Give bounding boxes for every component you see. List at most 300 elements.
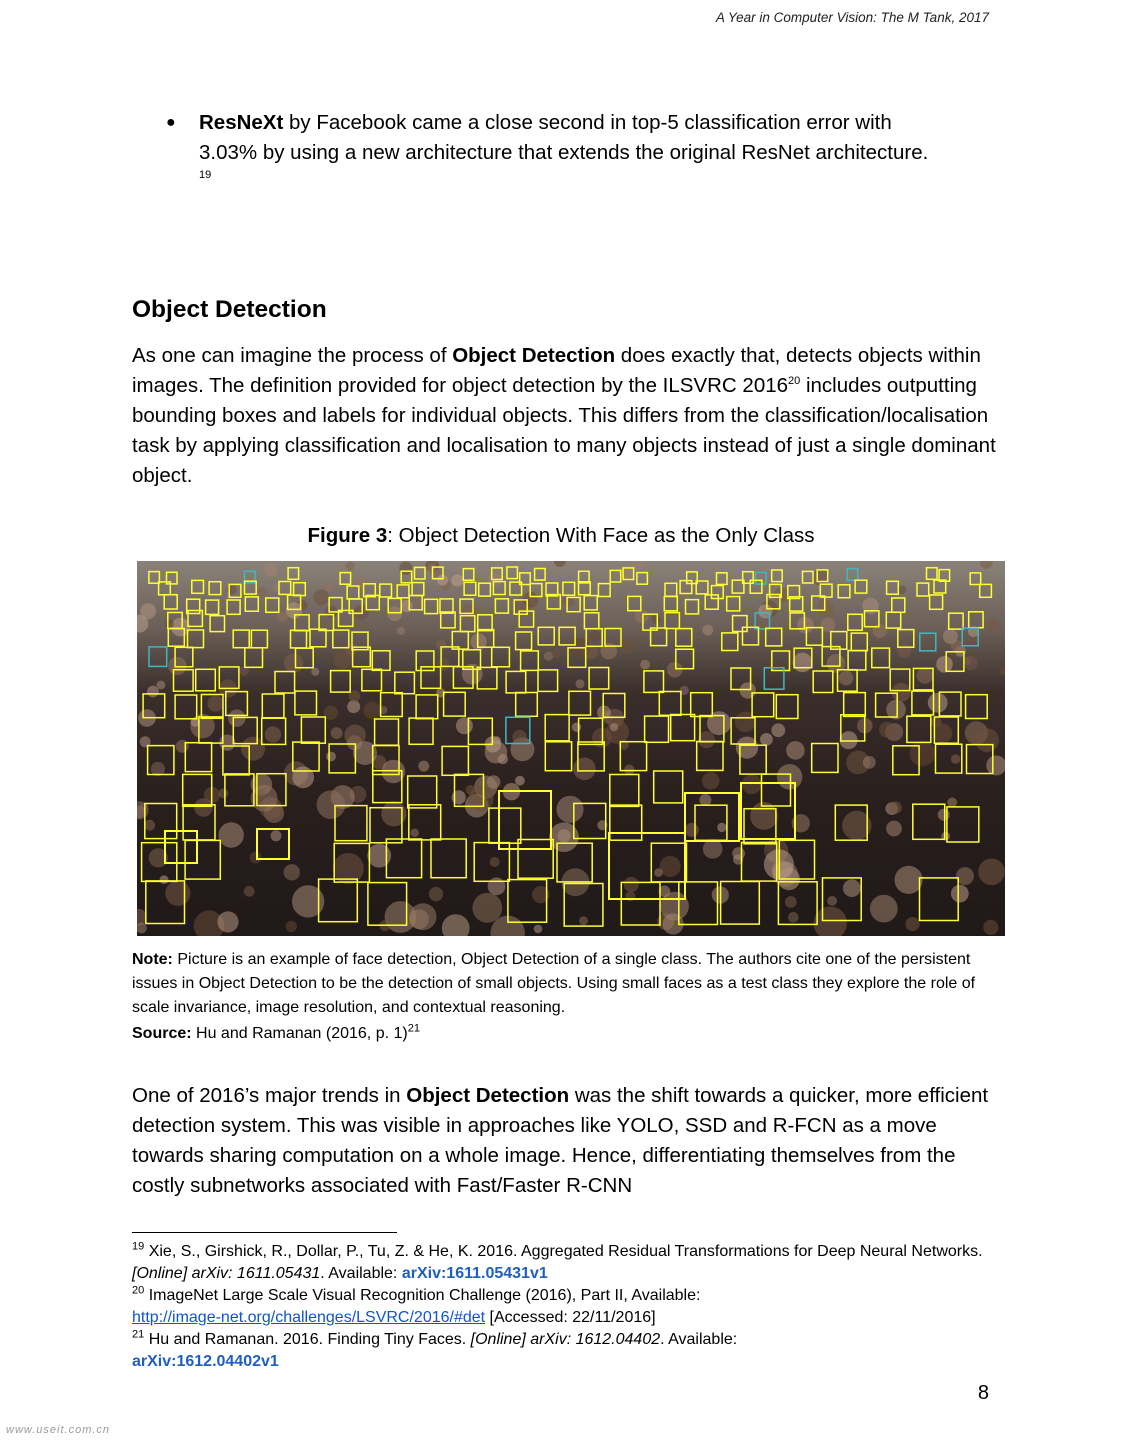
face-box bbox=[301, 717, 325, 743]
face-box bbox=[149, 572, 160, 584]
crowd-texture bbox=[740, 682, 756, 698]
face-box bbox=[934, 580, 946, 593]
watermark: www.useit.com.cn bbox=[6, 1424, 111, 1436]
crowd-texture bbox=[717, 823, 726, 832]
face-box bbox=[696, 581, 708, 594]
face-box bbox=[416, 651, 434, 671]
face-box bbox=[584, 613, 598, 629]
face-box bbox=[294, 583, 306, 596]
crowd-texture bbox=[983, 920, 998, 935]
face-box bbox=[637, 573, 648, 585]
face-box bbox=[206, 600, 219, 614]
face-box bbox=[431, 839, 466, 878]
face-box bbox=[970, 573, 981, 585]
crowd-texture bbox=[462, 604, 479, 621]
crowd-texture bbox=[488, 877, 506, 895]
crowd-texture bbox=[978, 859, 1005, 886]
face-box bbox=[362, 669, 382, 691]
crowd-texture bbox=[490, 857, 500, 867]
face-box bbox=[847, 569, 858, 581]
face-box bbox=[516, 632, 532, 650]
footnote-21-italic: [Online] arXiv: 1612.04402 bbox=[470, 1331, 661, 1348]
crowd-texture bbox=[786, 741, 805, 760]
crowd-texture bbox=[947, 797, 957, 807]
crowd-texture bbox=[827, 896, 837, 906]
crowd-texture bbox=[218, 788, 228, 798]
crowd-texture bbox=[347, 700, 360, 713]
crowd-texture bbox=[257, 587, 266, 596]
crowd-texture bbox=[760, 733, 773, 746]
face-box bbox=[812, 744, 838, 773]
crowd-texture bbox=[217, 911, 238, 932]
face-box bbox=[813, 671, 833, 693]
crowd-texture bbox=[554, 561, 566, 567]
crowd-texture bbox=[256, 789, 265, 798]
crowd-texture bbox=[556, 796, 583, 823]
face-box bbox=[416, 695, 438, 719]
crowd-texture bbox=[472, 893, 502, 923]
crowd-texture bbox=[986, 755, 1005, 775]
crowd-texture bbox=[456, 717, 473, 734]
para1-text-a: As one can imagine the process of bbox=[132, 344, 453, 367]
bullet-dot: ● bbox=[166, 114, 176, 131]
face-box bbox=[665, 613, 679, 629]
face-box bbox=[980, 584, 992, 597]
face-box bbox=[538, 670, 558, 692]
face-box bbox=[386, 839, 421, 878]
face-box bbox=[838, 585, 850, 598]
face-box bbox=[610, 775, 639, 807]
face-box bbox=[966, 695, 988, 719]
face-box bbox=[375, 719, 399, 745]
face-box bbox=[233, 630, 249, 648]
crowd-texture bbox=[975, 728, 999, 752]
crowd-texture bbox=[575, 679, 584, 688]
source-label: Source: bbox=[132, 1025, 192, 1042]
face-box bbox=[610, 570, 621, 582]
running-header: A Year in Computer Vision: The M Tank, 2017 bbox=[715, 10, 989, 25]
crowd-texture bbox=[534, 925, 543, 934]
crowd-texture bbox=[797, 617, 814, 634]
crowd-texture bbox=[284, 654, 303, 673]
crowd-texture bbox=[387, 606, 402, 621]
source-footnote-ref[interactable]: 21 bbox=[407, 1022, 420, 1035]
face-box bbox=[645, 716, 669, 742]
crowd-texture bbox=[363, 702, 380, 719]
crowd-texture bbox=[228, 710, 245, 727]
face-box bbox=[743, 627, 759, 645]
crowd-texture bbox=[157, 681, 166, 690]
crowd-texture bbox=[219, 822, 244, 847]
crowd-texture bbox=[437, 658, 449, 670]
face-box bbox=[721, 882, 760, 925]
footnote-20 bbox=[132, 1285, 1002, 1329]
crowd-texture bbox=[943, 629, 958, 644]
bullet-text-line1: by Facebook came a close second in top-5 classification error with bbox=[283, 111, 892, 134]
face-box bbox=[686, 600, 699, 614]
footnote-19-link[interactable]: arXiv:1611.05431v1 bbox=[401, 1265, 548, 1282]
footnote-20-link[interactable]: http://image-net.org/challenges/LSVRC/2016/#det bbox=[132, 1309, 486, 1326]
face-box bbox=[947, 807, 979, 842]
crowd-texture bbox=[273, 583, 282, 592]
crowd-texture bbox=[933, 724, 952, 743]
face-box bbox=[969, 612, 983, 628]
footnote-21-link[interactable]: arXiv:1612.04402v1 bbox=[132, 1353, 279, 1370]
face-box bbox=[164, 595, 177, 609]
footnotes bbox=[132, 1241, 1002, 1373]
face-box bbox=[310, 629, 326, 647]
face-box bbox=[665, 583, 677, 596]
crowd-texture bbox=[660, 856, 681, 877]
face-box bbox=[412, 583, 424, 596]
face-box bbox=[664, 597, 677, 611]
face-box bbox=[340, 573, 351, 585]
face-box bbox=[691, 693, 713, 717]
face-box bbox=[920, 633, 936, 651]
crowd-texture bbox=[176, 740, 189, 753]
face-box bbox=[262, 694, 284, 718]
face-box bbox=[671, 715, 695, 741]
crowd-texture bbox=[964, 656, 978, 670]
face-box bbox=[395, 672, 415, 694]
para1-text-b: does exactly that, detects objects within images. The definition provided for object detection by the ILSVRC 2016 bbox=[132, 344, 981, 397]
face-box bbox=[820, 584, 832, 597]
face-box bbox=[225, 774, 254, 806]
crowd-texture bbox=[895, 866, 923, 894]
face-box bbox=[464, 582, 476, 595]
crowd-texture bbox=[137, 923, 147, 934]
crowd-texture bbox=[515, 776, 525, 786]
face-box bbox=[569, 691, 591, 715]
face-box bbox=[372, 651, 390, 671]
crowd-texture bbox=[936, 656, 953, 673]
face-box bbox=[210, 616, 224, 632]
face-box bbox=[479, 583, 491, 596]
crowd-texture bbox=[346, 562, 355, 571]
crowd-texture bbox=[311, 668, 319, 676]
crowd-texture bbox=[812, 569, 829, 586]
crowd-texture bbox=[397, 627, 405, 635]
footnote-21-text-b: . Available: bbox=[660, 1331, 738, 1348]
face-box bbox=[506, 671, 526, 693]
face-box bbox=[772, 570, 783, 582]
crowd-texture bbox=[207, 696, 223, 712]
crowd-texture bbox=[702, 772, 720, 790]
crowd-texture bbox=[889, 801, 902, 814]
crowd-texture bbox=[758, 604, 772, 618]
crowd-texture bbox=[685, 823, 699, 837]
footnote-20-text-b: [Accessed: 22/11/2016] bbox=[485, 1309, 656, 1326]
face-box bbox=[917, 583, 929, 596]
face-box bbox=[251, 630, 267, 648]
face-box bbox=[209, 582, 221, 595]
face-box bbox=[855, 580, 867, 593]
crowd-texture bbox=[325, 583, 334, 592]
crowd-texture bbox=[410, 903, 437, 930]
crowd-texture bbox=[589, 630, 601, 642]
face-box bbox=[949, 613, 963, 629]
note-text: Picture is an example of face detection, Object Detection of a single class. The authors cite one of the persistent issues in Object Detection to be the detection of small objects. Using small faces as a test class they explore the role of scale invariance, image resolution, and contextual reasoning. bbox=[132, 951, 976, 1016]
face-box bbox=[415, 567, 426, 579]
face-box-large bbox=[499, 791, 551, 849]
face-box bbox=[408, 776, 437, 808]
crowd-texture bbox=[951, 754, 961, 764]
crowd-texture bbox=[788, 912, 799, 923]
crowd-texture bbox=[572, 723, 581, 732]
face-box bbox=[492, 647, 510, 667]
footnote-21 bbox=[132, 1329, 1002, 1373]
face-box bbox=[563, 582, 575, 595]
face-box bbox=[295, 691, 317, 715]
crowd-texture bbox=[573, 758, 596, 781]
crowd-texture bbox=[451, 574, 463, 586]
face-box bbox=[848, 614, 862, 630]
crowd-texture bbox=[840, 731, 858, 749]
face-box bbox=[844, 693, 866, 717]
face-box bbox=[516, 693, 538, 717]
crowd-texture bbox=[265, 726, 281, 742]
crowd-texture bbox=[331, 727, 343, 739]
figure-caption-text: : Object Detection With Face as the Only Class bbox=[387, 524, 815, 547]
face-box bbox=[589, 668, 609, 690]
crowd-texture bbox=[512, 730, 527, 745]
face-box bbox=[913, 804, 945, 839]
figure-source bbox=[132, 1022, 420, 1043]
face-box bbox=[463, 569, 474, 581]
crowd-texture bbox=[165, 620, 174, 629]
footnote-19-num: 19 bbox=[132, 1240, 145, 1253]
figure-note bbox=[132, 948, 992, 1020]
face-box bbox=[441, 612, 455, 628]
face-box bbox=[598, 584, 610, 597]
face-box bbox=[495, 599, 508, 613]
face-box bbox=[654, 771, 683, 803]
source-text: Hu and Ramanan (2016, p. 1) bbox=[191, 1025, 408, 1042]
face-box bbox=[397, 585, 409, 598]
face-box bbox=[907, 716, 931, 742]
crowd-texture bbox=[326, 752, 336, 762]
face-box bbox=[872, 648, 890, 668]
face-box bbox=[766, 628, 782, 646]
crowd-texture bbox=[160, 875, 169, 884]
face-box bbox=[521, 651, 539, 671]
footnote-19-italic: [Online] arXiv: 1611.05431 bbox=[132, 1265, 321, 1282]
crowd-texture bbox=[986, 618, 999, 631]
face-box bbox=[489, 808, 521, 843]
crowd-texture bbox=[980, 561, 993, 569]
face-box bbox=[851, 633, 867, 651]
bullet-item-resnext bbox=[166, 108, 996, 182]
crowd-texture bbox=[892, 683, 911, 702]
footnote-19-text-a: Xie, S., Girshick, R., Dollar, P., Tu, Z. & He, K. 2016. Aggregated Residual Transformations for Deep Neural Networks. bbox=[144, 1243, 983, 1260]
crowd-texture bbox=[264, 563, 278, 577]
crowd-texture bbox=[140, 603, 156, 619]
face-box bbox=[366, 595, 379, 609]
face-box bbox=[291, 630, 307, 648]
crowd-texture bbox=[785, 896, 797, 908]
para1-bold: Object Detection bbox=[452, 344, 616, 367]
face-box bbox=[676, 629, 692, 647]
footnote-21-num: 21 bbox=[132, 1328, 145, 1341]
crowd-texture bbox=[544, 652, 553, 661]
face-box bbox=[644, 671, 664, 693]
para1-text-c: includes outputting bounding boxes and labels for individual objects. This differs from the classification/localisation task by applying classification and localisation to many objects instead of just a single dominant object. bbox=[132, 374, 996, 487]
crowd-texture bbox=[951, 885, 969, 903]
crowd-texture bbox=[703, 839, 723, 859]
face-box bbox=[727, 597, 740, 611]
section-heading: Object Detection bbox=[132, 296, 327, 323]
crowd-texture bbox=[654, 868, 663, 877]
face-box bbox=[547, 595, 560, 609]
crowd-texture bbox=[870, 895, 898, 923]
face-box bbox=[610, 805, 642, 840]
para1-footnote-ref[interactable]: 20 bbox=[788, 375, 801, 388]
footnote-divider bbox=[132, 1232, 397, 1233]
face-box bbox=[175, 695, 197, 719]
face-box bbox=[584, 596, 597, 610]
face-box bbox=[227, 600, 240, 614]
face-box bbox=[192, 580, 204, 593]
face-box bbox=[409, 718, 433, 744]
face-box bbox=[425, 599, 438, 613]
face-box bbox=[266, 598, 279, 612]
crowd-texture bbox=[168, 657, 186, 675]
para2-text-a: One of 2016’s major trends in bbox=[132, 1084, 407, 1107]
crowd-texture bbox=[624, 765, 634, 775]
face-box bbox=[680, 581, 692, 594]
face-box bbox=[887, 581, 899, 594]
crowd-texture bbox=[165, 881, 190, 906]
para2-text-b: was the shift towards a quicker, more efficient detection system. This was visible in approaches like YOLO, SSD and R-FCN as a move towards sharing computation on a whole image. Hence, differentiating themselves from the costly subnetworks associated with Fast/Faster R-CNN bbox=[132, 1084, 989, 1197]
crowd-texture bbox=[552, 650, 561, 659]
crowd-texture bbox=[410, 829, 419, 838]
crowd-texture bbox=[624, 877, 639, 892]
crowd-texture bbox=[250, 852, 262, 864]
bullet-bold-term: ResNeXt bbox=[199, 111, 284, 134]
face-box bbox=[803, 571, 814, 583]
face-box bbox=[920, 878, 959, 921]
face-box bbox=[722, 633, 738, 651]
face-box bbox=[440, 599, 453, 613]
face-box bbox=[927, 568, 938, 580]
crowd-texture bbox=[579, 916, 588, 925]
figure-label: Figure 3 bbox=[307, 524, 388, 547]
crowd-texture bbox=[910, 741, 936, 767]
crowd-texture bbox=[620, 638, 636, 654]
face-box bbox=[245, 597, 258, 611]
face-box bbox=[319, 879, 358, 922]
face-box bbox=[886, 612, 900, 628]
crowd-texture bbox=[286, 921, 297, 932]
footnote-20-text-a: ImageNet Large Scale Visual Recognition Challenge (2016), Part II, Available: bbox=[144, 1287, 701, 1304]
crowd-texture bbox=[284, 864, 300, 880]
face-box bbox=[275, 672, 295, 694]
crowd-texture bbox=[610, 723, 618, 731]
trends-paragraph bbox=[132, 1081, 1002, 1201]
crowd-texture bbox=[886, 821, 902, 837]
crowd-texture bbox=[938, 809, 950, 821]
crowd-texture bbox=[771, 723, 785, 737]
crowd-texture bbox=[317, 790, 346, 819]
face-box bbox=[331, 671, 351, 693]
face-box bbox=[288, 568, 299, 580]
face-box bbox=[756, 573, 767, 585]
face-box bbox=[185, 743, 211, 772]
crowd-texture bbox=[1000, 667, 1005, 675]
crowd-texture bbox=[879, 722, 895, 738]
face-box bbox=[507, 567, 518, 579]
face-box bbox=[518, 840, 553, 879]
crowd-texture bbox=[292, 885, 324, 917]
face-box bbox=[444, 692, 466, 716]
crowd-texture bbox=[863, 756, 876, 769]
crowd-texture bbox=[928, 693, 948, 713]
crowd-texture bbox=[652, 615, 661, 624]
crowd-texture bbox=[271, 830, 282, 841]
crowd-texture bbox=[429, 887, 443, 901]
face-box bbox=[776, 695, 798, 719]
face-box bbox=[892, 598, 905, 612]
crowd-texture bbox=[702, 625, 713, 636]
face-detection-image bbox=[137, 561, 1005, 936]
page-number: 8 bbox=[977, 1382, 989, 1404]
crowd-texture bbox=[667, 662, 683, 678]
face-box bbox=[245, 648, 263, 668]
crowd-texture bbox=[917, 667, 933, 683]
figure-caption bbox=[0, 524, 1122, 548]
crowd-texture bbox=[817, 599, 834, 616]
face-box bbox=[545, 715, 569, 741]
face-box bbox=[752, 693, 774, 717]
crowd-texture bbox=[251, 785, 278, 812]
footnote-19 bbox=[132, 1241, 1002, 1285]
crowd-texture bbox=[742, 774, 762, 794]
crowd-texture bbox=[814, 907, 847, 937]
crowd-texture bbox=[839, 671, 854, 686]
face-box bbox=[185, 840, 220, 879]
note-label: Note: bbox=[132, 951, 173, 968]
face-box bbox=[442, 746, 468, 775]
crowd-texture bbox=[843, 879, 861, 897]
footnote-19-text-b: . Available: bbox=[320, 1265, 402, 1282]
intro-paragraph bbox=[132, 341, 1002, 491]
bullet-text-line2: 3.03% by using a new architecture that extends the original ResNet architecture. bbox=[199, 141, 929, 164]
face-box bbox=[149, 647, 167, 667]
crowd-texture bbox=[418, 761, 429, 772]
face-box-large bbox=[165, 831, 197, 863]
face-box bbox=[628, 596, 641, 610]
bullet-footnote-ref[interactable]: 19 bbox=[199, 169, 212, 181]
footnote-20-num: 20 bbox=[132, 1284, 145, 1297]
crowd-texture bbox=[442, 914, 470, 936]
face-box bbox=[196, 669, 216, 691]
crowd-texture bbox=[147, 686, 159, 698]
crowd-texture bbox=[292, 766, 314, 788]
face-box bbox=[478, 615, 492, 631]
face-box bbox=[535, 569, 546, 581]
face-box bbox=[930, 595, 943, 609]
crowd-texture bbox=[777, 764, 803, 790]
face-box bbox=[733, 616, 747, 632]
crowd-texture bbox=[707, 711, 731, 735]
face-box bbox=[347, 586, 359, 599]
footnote-21-text-a: Hu and Ramanan. 2016. Finding Tiny Faces. bbox=[144, 1331, 471, 1348]
face-box bbox=[659, 692, 681, 716]
face-box bbox=[717, 573, 728, 585]
crowd-texture bbox=[144, 820, 155, 831]
face-box bbox=[712, 586, 724, 599]
crowd-texture bbox=[452, 790, 466, 804]
